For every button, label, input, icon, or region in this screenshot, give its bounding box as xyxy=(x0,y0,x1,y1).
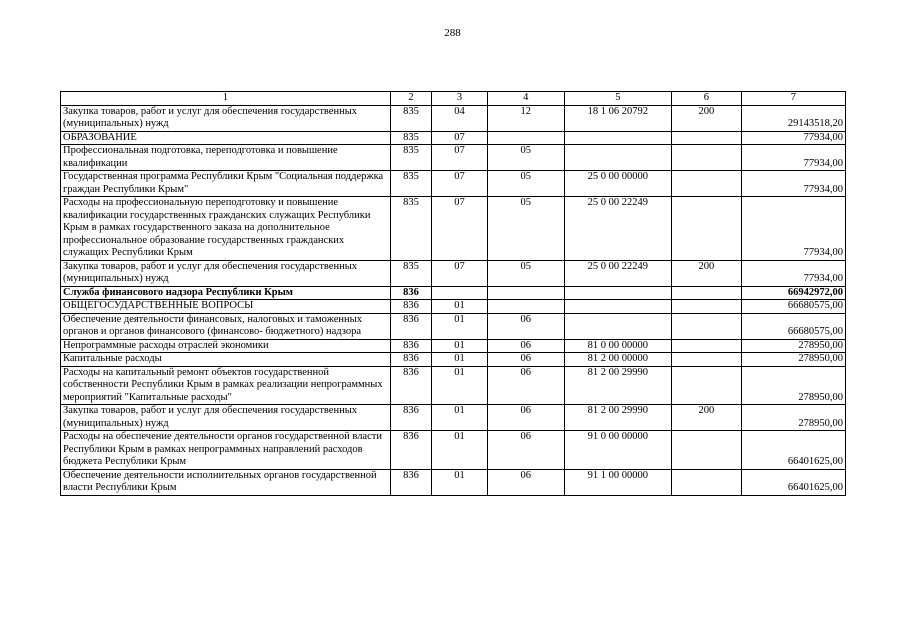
row-amount: 278950,00 xyxy=(741,339,845,353)
row-amount: 278950,00 xyxy=(741,353,845,367)
column-header: 3 xyxy=(432,92,488,106)
row-expense-type-code: 200 xyxy=(671,260,741,286)
column-header: 4 xyxy=(487,92,564,106)
row-amount: 77934,00 xyxy=(741,145,845,171)
row-expense-type-code xyxy=(671,171,741,197)
row-subsection-code: 06 xyxy=(487,353,564,367)
row-section-code: 01 xyxy=(432,339,488,353)
table-row xyxy=(61,313,846,339)
row-target-article-code: 25 0 00 22249 xyxy=(564,260,671,286)
table-row xyxy=(61,197,846,261)
row-description: Профессиональная подготовка, переподготовка и повышение квалификации xyxy=(61,145,391,171)
row-subsection-code xyxy=(487,300,564,314)
row-description: Расходы на обеспечение деятельности органов государственной власти Республики Крым в рамках непрограммных направлений расходов бюджета Республики Крым xyxy=(61,431,391,470)
page-number: 288 xyxy=(444,27,461,39)
row-expense-type-code xyxy=(671,469,741,495)
row-subsection-code: 05 xyxy=(487,197,564,261)
table-row xyxy=(61,286,846,300)
row-expense-type-code xyxy=(671,431,741,470)
row-section-code: 01 xyxy=(432,300,488,314)
table-row xyxy=(61,171,846,197)
row-expense-type-code xyxy=(671,131,741,145)
row-target-article-code: 81 2 00 29990 xyxy=(564,405,671,431)
column-header: 6 xyxy=(671,92,741,106)
row-description: Служба финансового надзора Республики Крым xyxy=(61,286,391,300)
column-header: 1 xyxy=(61,92,391,106)
row-section-code: 07 xyxy=(432,131,488,145)
row-expense-type-code: 200 xyxy=(671,105,741,131)
row-subsection-code: 06 xyxy=(487,313,564,339)
row-ministry-code: 836 xyxy=(390,366,431,405)
row-expense-type-code: 200 xyxy=(671,405,741,431)
row-amount: 66401625,00 xyxy=(741,431,845,470)
table-row xyxy=(61,300,846,314)
row-target-article-code: 25 0 00 00000 xyxy=(564,171,671,197)
row-ministry-code: 835 xyxy=(390,105,431,131)
row-ministry-code: 836 xyxy=(390,286,431,300)
row-section-code: 04 xyxy=(432,105,488,131)
row-description: Государственная программа Республики Крым "Социальная поддержка граждан Республики Крым" xyxy=(61,171,391,197)
table-row xyxy=(61,469,846,495)
column-header: 5 xyxy=(564,92,671,106)
row-section-code: 01 xyxy=(432,353,488,367)
table-row xyxy=(61,353,846,367)
row-amount: 77934,00 xyxy=(741,197,845,261)
row-ministry-code: 836 xyxy=(390,431,431,470)
row-expense-type-code xyxy=(671,313,741,339)
row-section-code: 07 xyxy=(432,260,488,286)
row-ministry-code: 836 xyxy=(390,339,431,353)
row-target-article-code: 81 2 00 29990 xyxy=(564,366,671,405)
row-ministry-code: 836 xyxy=(390,353,431,367)
row-subsection-code: 05 xyxy=(487,260,564,286)
row-section-code: 01 xyxy=(432,366,488,405)
row-section-code: 07 xyxy=(432,197,488,261)
row-target-article-code xyxy=(564,145,671,171)
row-ministry-code: 835 xyxy=(390,197,431,261)
row-ministry-code: 835 xyxy=(390,171,431,197)
row-amount: 66680575,00 xyxy=(741,313,845,339)
row-subsection-code: 05 xyxy=(487,171,564,197)
row-subsection-code xyxy=(487,286,564,300)
row-target-article-code: 18 1 06 20792 xyxy=(564,105,671,131)
row-subsection-code xyxy=(487,131,564,145)
row-description: Капитальные расходы xyxy=(61,353,391,367)
row-expense-type-code xyxy=(671,339,741,353)
row-subsection-code: 06 xyxy=(487,339,564,353)
row-section-code: 01 xyxy=(432,431,488,470)
row-description: Расходы на профессиональную переподготовку и повышение квалификации государственных гражданских служащих Республики Крым в рамках государственного заказа на дополнительное профессиональное образование государственных гражданских служащих Республики Крым xyxy=(61,197,391,261)
row-section-code xyxy=(432,286,488,300)
budget-table xyxy=(60,91,846,496)
row-amount: 29143518,20 xyxy=(741,105,845,131)
row-subsection-code: 06 xyxy=(487,469,564,495)
row-subsection-code: 06 xyxy=(487,405,564,431)
row-ministry-code: 835 xyxy=(390,131,431,145)
row-target-article-code xyxy=(564,313,671,339)
row-ministry-code: 835 xyxy=(390,260,431,286)
row-section-code: 01 xyxy=(432,405,488,431)
row-description: ОБРАЗОВАНИЕ xyxy=(61,131,391,145)
row-expense-type-code xyxy=(671,300,741,314)
row-subsection-code: 12 xyxy=(487,105,564,131)
row-expense-type-code xyxy=(671,197,741,261)
row-target-article-code xyxy=(564,131,671,145)
row-target-article-code xyxy=(564,286,671,300)
row-description: Закупка товаров, работ и услуг для обеспечения государственных (муниципальных) нужд xyxy=(61,405,391,431)
row-section-code: 07 xyxy=(432,171,488,197)
row-expense-type-code xyxy=(671,366,741,405)
row-expense-type-code xyxy=(671,353,741,367)
table-row xyxy=(61,105,846,131)
row-subsection-code: 06 xyxy=(487,431,564,470)
row-target-article-code xyxy=(564,300,671,314)
row-subsection-code: 06 xyxy=(487,366,564,405)
row-amount: 77934,00 xyxy=(741,171,845,197)
column-header: 2 xyxy=(390,92,431,106)
row-expense-type-code xyxy=(671,145,741,171)
table-row xyxy=(61,405,846,431)
row-amount: 77934,00 xyxy=(741,131,845,145)
row-section-code: 01 xyxy=(432,313,488,339)
row-amount: 278950,00 xyxy=(741,366,845,405)
row-target-article-code: 91 1 00 00000 xyxy=(564,469,671,495)
row-description: Непрограммные расходы отраслей экономики xyxy=(61,339,391,353)
table-row xyxy=(61,145,846,171)
row-target-article-code: 91 0 00 00000 xyxy=(564,431,671,470)
row-ministry-code: 836 xyxy=(390,313,431,339)
row-target-article-code: 81 2 00 00000 xyxy=(564,353,671,367)
table-row xyxy=(61,366,846,405)
row-description: Закупка товаров, работ и услуг для обеспечения государственных (муниципальных) нужд xyxy=(61,260,391,286)
column-header: 7 xyxy=(741,92,845,106)
table-row xyxy=(61,339,846,353)
row-section-code: 01 xyxy=(432,469,488,495)
table-row xyxy=(61,131,846,145)
row-target-article-code: 25 0 00 22249 xyxy=(564,197,671,261)
row-target-article-code: 81 0 00 00000 xyxy=(564,339,671,353)
row-ministry-code: 836 xyxy=(390,469,431,495)
table-row xyxy=(61,260,846,286)
row-description: ОБЩЕГОСУДАРСТВЕННЫЕ ВОПРОСЫ xyxy=(61,300,391,314)
row-subsection-code: 05 xyxy=(487,145,564,171)
row-ministry-code: 835 xyxy=(390,145,431,171)
row-ministry-code: 836 xyxy=(390,300,431,314)
table-row xyxy=(61,431,846,470)
row-description: Закупка товаров, работ и услуг для обеспечения государственных (муниципальных) нужд xyxy=(61,105,391,131)
row-amount: 66942972,00 xyxy=(741,286,845,300)
row-description: Обеспечение деятельности финансовых, налоговых и таможенных органов и органов финансового (финансово- бюджетного) надзора xyxy=(61,313,391,339)
row-amount: 77934,00 xyxy=(741,260,845,286)
table-header-row xyxy=(61,92,846,106)
row-section-code: 07 xyxy=(432,145,488,171)
row-description: Обеспечение деятельности исполнительных органов государственной власти Республики Крым xyxy=(61,469,391,495)
row-expense-type-code xyxy=(671,286,741,300)
row-amount: 66401625,00 xyxy=(741,469,845,495)
row-description: Расходы на капитальный ремонт объектов государственной собственности Республики Крым в рамках реализации непрограммных мероприятий "Капитальные расходы" xyxy=(61,366,391,405)
row-ministry-code: 836 xyxy=(390,405,431,431)
row-amount: 66680575,00 xyxy=(741,300,845,314)
row-amount: 278950,00 xyxy=(741,405,845,431)
